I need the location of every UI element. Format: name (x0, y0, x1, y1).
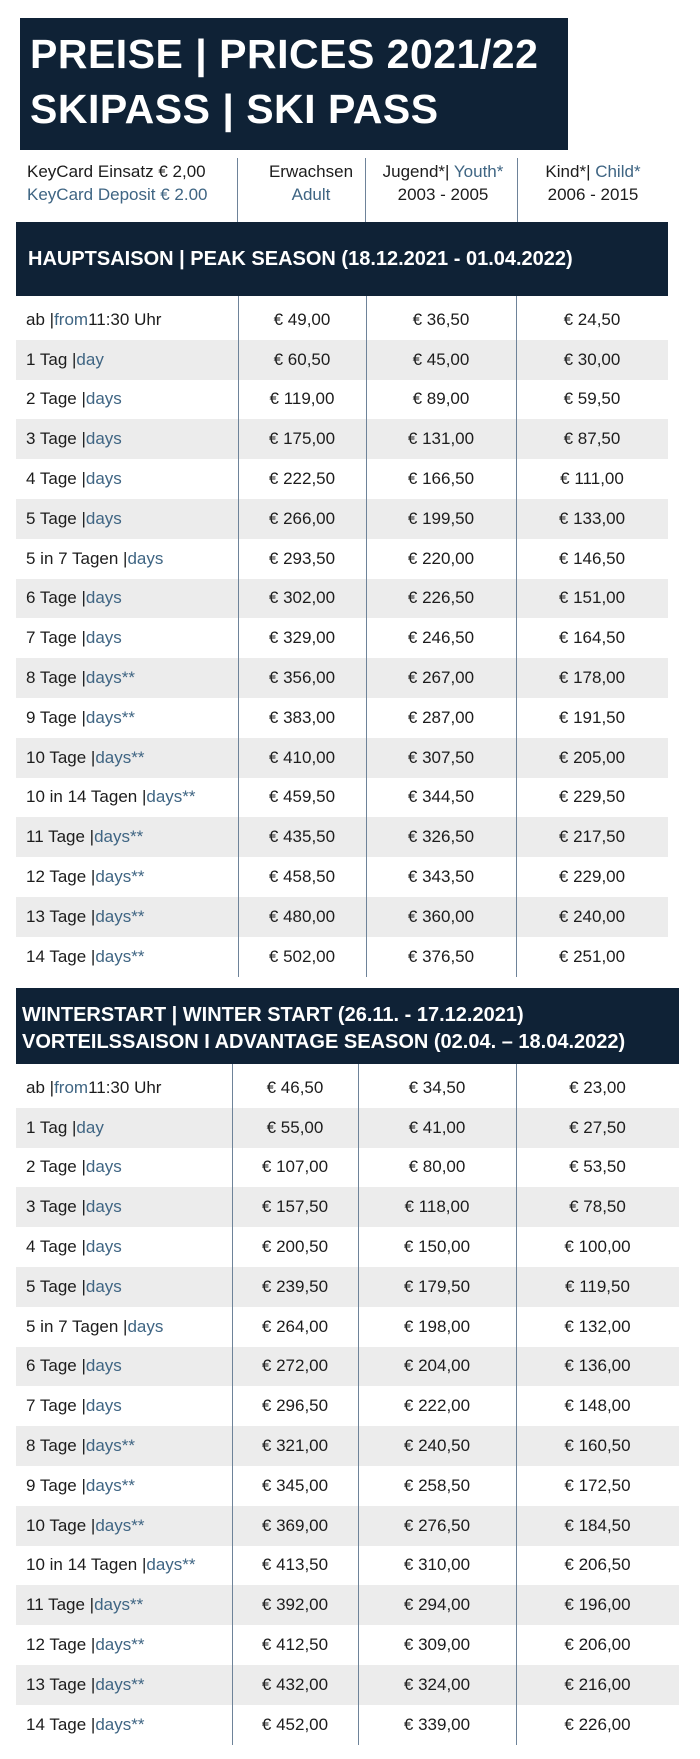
child-price: € 206,50 (564, 1555, 631, 1575)
youth-price: € 34,50 (408, 1077, 466, 1097)
keycard-header (27, 160, 208, 222)
duration-en: from (54, 1077, 89, 1097)
adult-price: € 502,00 (268, 946, 336, 966)
adult-price: € 383,00 (268, 707, 336, 727)
duration-label (26, 817, 143, 857)
table-row (16, 738, 668, 778)
adult-price: € 157,50 (261, 1197, 329, 1217)
duration-de: ab | (26, 1077, 55, 1097)
youth-label-de: Jugend* (382, 162, 446, 181)
table-row (16, 1187, 679, 1227)
adult-price: € 413,50 (261, 1555, 329, 1575)
adult-price: € 329,00 (268, 628, 336, 648)
adult-price: € 200,50 (261, 1237, 329, 1257)
table-row (16, 499, 668, 539)
adult-price: € 392,00 (261, 1595, 329, 1615)
duration-de: 7 Tage | (26, 1396, 86, 1416)
youth-price: € 166,50 (407, 469, 475, 489)
youth-price: € 199,50 (407, 508, 475, 528)
youth-price: € 198,00 (403, 1316, 471, 1336)
duration-label (26, 698, 135, 738)
youth-price: € 179,50 (403, 1276, 471, 1296)
duration-en: days** (85, 1475, 136, 1495)
child-price: € 178,00 (558, 668, 626, 688)
youth-price: € 326,50 (407, 827, 475, 847)
duration-en: days** (95, 1714, 145, 1734)
duration-de: 3 Tage | (26, 429, 86, 449)
table-row (16, 618, 668, 658)
duration-de: 12 Tage | (26, 867, 96, 887)
adult-price: € 272,00 (261, 1356, 329, 1376)
duration-en: days** (85, 668, 136, 688)
table-row (16, 1665, 679, 1705)
duration-de: 12 Tage | (26, 1635, 96, 1655)
duration-en: days (85, 389, 122, 409)
child-price: € 164,50 (558, 628, 626, 648)
duration-en: days (85, 1197, 122, 1217)
table-row (16, 1466, 679, 1506)
duration-de: 9 Tage | (26, 1475, 86, 1495)
duration-en: days** (146, 787, 196, 807)
duration-label (26, 1227, 122, 1267)
child-label-de: Kind* (545, 162, 587, 181)
duration-en: days** (95, 946, 145, 966)
advantage-season-title: VORTEILSSAISON I ADVANTAGE SEASON (02.04. – 18.04.2022) (22, 1031, 626, 1053)
duration-de: 8 Tage | (26, 1436, 86, 1456)
header-divider (237, 158, 238, 222)
duration-label (26, 1585, 143, 1625)
duration-en: days (85, 469, 122, 489)
youth-price: € 118,00 (404, 1197, 470, 1217)
duration-de: 5 Tage | (26, 1276, 86, 1296)
duration-label (26, 459, 122, 499)
child-separator: | (586, 162, 596, 181)
duration-label (26, 1108, 104, 1148)
duration-de: 8 Tage | (26, 668, 86, 688)
duration-en: days** (95, 906, 145, 926)
adult-price: € 412,50 (261, 1635, 329, 1655)
adult-price: € 119,00 (269, 389, 335, 409)
table-row (16, 539, 668, 579)
winter-start-title: WINTERSTART | WINTER START (26.11. - 17.12.2021) (22, 1004, 524, 1026)
child-price: € 217,50 (558, 827, 626, 847)
duration-en: days (85, 1276, 122, 1296)
youth-price: € 222,00 (403, 1396, 471, 1416)
youth-price: € 310,00 (403, 1555, 471, 1575)
youth-price: € 267,00 (407, 668, 475, 688)
page-title-line-2: SKIPASS | SKI PASS (30, 86, 439, 132)
adult-price: € 264,00 (261, 1316, 329, 1336)
child-price: € 240,00 (558, 906, 626, 926)
youth-price: € 324,00 (403, 1674, 471, 1694)
duration-en: days (85, 1356, 122, 1376)
duration-de: 5 Tage | (26, 508, 86, 528)
table-row (16, 897, 668, 937)
child-price: € 23,00 (569, 1077, 626, 1097)
child-price: € 205,00 (558, 747, 626, 767)
adult-price: € 458,50 (268, 867, 336, 887)
adult-label-en: Adult (291, 185, 331, 204)
table-row (16, 1546, 679, 1586)
youth-price: € 131,00 (407, 429, 475, 449)
adult-price: € 369,00 (261, 1515, 329, 1535)
youth-price: € 240,50 (403, 1436, 471, 1456)
peak-season-title: HAUPTSAISON | PEAK SEASON (18.12.2021 - 01.04.2022) (28, 248, 573, 270)
youth-price: € 204,00 (403, 1356, 471, 1376)
table-row (16, 1307, 679, 1347)
adult-price: € 410,00 (268, 747, 336, 767)
duration-en: day (76, 349, 104, 369)
duration-de: 13 Tage | (26, 906, 96, 926)
table-row (16, 1108, 679, 1148)
header-divider (365, 158, 366, 222)
child-price: € 27,50 (569, 1117, 626, 1137)
duration-de: 1 Tag | (26, 349, 77, 369)
youth-price: € 344,50 (407, 787, 475, 807)
duration-de: 10 in 14 Tagen | (26, 787, 147, 807)
duration-de: 6 Tage | (26, 588, 86, 608)
child-label-en: Child* (595, 162, 641, 181)
adult-label-de: Erwachsen (268, 162, 354, 181)
duration-en: days** (94, 1595, 144, 1615)
child-price: € 78,50 (569, 1197, 626, 1217)
duration-de: 11 Tage | (26, 827, 95, 847)
duration-en: days (85, 1396, 122, 1416)
duration-de: 2 Tage | (26, 389, 86, 409)
duration-en: days (127, 548, 164, 568)
adult-price: € 60,50 (273, 349, 331, 369)
child-price: € 30,00 (563, 349, 621, 369)
adult-price: € 55,00 (266, 1117, 324, 1137)
duration-en: days (85, 588, 122, 608)
duration-en: days (85, 1237, 122, 1257)
adult-price: € 452,00 (261, 1714, 329, 1734)
table-row (16, 937, 668, 977)
child-years: 2006 - 2015 (547, 185, 639, 204)
child-price: € 206,00 (564, 1635, 631, 1655)
duration-de: 9 Tage | (26, 707, 86, 727)
duration-de: 14 Tage | (26, 1714, 96, 1734)
duration-label (26, 380, 122, 420)
table-row (16, 1625, 679, 1665)
duration-en: days** (95, 867, 145, 887)
child-price: € 146,50 (558, 548, 626, 568)
youth-price: € 376,50 (407, 946, 475, 966)
youth-price: € 309,00 (403, 1635, 471, 1655)
duration-de: 3 Tage | (26, 1197, 86, 1217)
duration-label (26, 1665, 144, 1705)
title-box (20, 18, 568, 150)
duration-label (26, 300, 161, 340)
duration-label (26, 1705, 144, 1745)
adult-price: € 435,50 (268, 827, 336, 847)
duration-label (26, 499, 122, 539)
column-divider (516, 1064, 517, 1745)
child-price: € 53,50 (569, 1157, 626, 1177)
table-row (16, 340, 668, 380)
duration-label (26, 1148, 122, 1188)
child-price: € 111,00 (560, 469, 624, 489)
table-row (16, 1506, 679, 1546)
adult-price: € 266,00 (268, 508, 336, 528)
duration-de: 11 Tage | (26, 1595, 95, 1615)
column-divider (516, 296, 517, 977)
adult-price: € 345,00 (261, 1475, 329, 1495)
child-price: € 251,00 (558, 946, 626, 966)
duration-en: days** (95, 1635, 145, 1655)
duration-de: 14 Tage | (26, 946, 96, 966)
adult-price: € 480,00 (268, 906, 336, 926)
peak-season-bar (16, 222, 668, 296)
duration-en: days (85, 508, 122, 528)
table-row (16, 817, 668, 857)
duration-label (26, 579, 122, 619)
youth-price: € 150,00 (403, 1237, 471, 1257)
child-price: € 191,50 (558, 707, 626, 727)
child-column-header (518, 160, 668, 222)
table-row (16, 857, 668, 897)
table-row (16, 1227, 679, 1267)
adult-price: € 107,00 (261, 1157, 329, 1177)
duration-label (26, 1426, 135, 1466)
child-price: € 226,00 (564, 1714, 631, 1734)
duration-en: day (76, 1117, 104, 1137)
duration-de: 10 in 14 Tagen | (26, 1555, 147, 1575)
page-title-line-1: PREISE | PRICES 2021/22 (30, 31, 539, 77)
peak-season-table (16, 300, 668, 977)
duration-label (26, 738, 144, 778)
youth-price: € 360,00 (407, 906, 475, 926)
duration-label (26, 1347, 122, 1387)
table-row (16, 380, 668, 420)
table-row (16, 300, 668, 340)
table-row (16, 1585, 679, 1625)
duration-label (26, 857, 144, 897)
youth-price: € 80,00 (408, 1157, 466, 1177)
duration-de: 1 Tag | (26, 1117, 77, 1137)
youth-years: 2003 - 2005 (397, 185, 489, 204)
child-price: € 133,00 (558, 508, 626, 528)
duration-de: 4 Tage | (26, 469, 86, 489)
child-price: € 172,50 (564, 1475, 631, 1495)
youth-price: € 89,00 (412, 389, 470, 409)
youth-price: € 246,50 (407, 628, 475, 648)
duration-de: 6 Tage | (26, 1356, 86, 1376)
youth-label-en: Youth* (453, 162, 504, 181)
duration-de: 7 Tage | (26, 628, 86, 648)
child-price: € 119,50 (565, 1276, 630, 1296)
duration-label (26, 1466, 135, 1506)
youth-price: € 36,50 (412, 309, 470, 329)
adult-price: € 321,00 (261, 1436, 329, 1456)
youth-price: € 343,50 (407, 867, 475, 887)
duration-label (26, 340, 104, 380)
duration-de: 5 in 7 Tagen | (26, 1316, 128, 1336)
duration-de: 2 Tage | (26, 1157, 86, 1177)
youth-price: € 220,00 (407, 548, 475, 568)
table-row (16, 778, 668, 818)
youth-separator: | (445, 162, 454, 181)
adult-price: € 356,00 (268, 668, 336, 688)
winter-start-bar (16, 988, 679, 1064)
table-row (16, 1148, 679, 1188)
duration-en: days (85, 628, 122, 648)
table-row (16, 658, 668, 698)
child-price: € 216,00 (564, 1674, 631, 1694)
keycard-deposit-en: KeyCard Deposit € 2.00 (27, 185, 208, 204)
adult-price: € 46,50 (266, 1077, 324, 1097)
duration-en: days** (94, 827, 144, 847)
duration-en: days** (85, 1436, 136, 1456)
table-row (16, 698, 668, 738)
table-row (16, 1267, 679, 1307)
youth-price: € 226,50 (407, 588, 475, 608)
table-row (16, 1068, 679, 1108)
adult-price: € 296,50 (261, 1396, 329, 1416)
header-divider (517, 158, 518, 222)
keycard-deposit-de: KeyCard Einsatz € 2,00 (27, 162, 206, 181)
youth-price: € 339,00 (403, 1714, 471, 1734)
winter-advantage-table (16, 1068, 679, 1745)
duration-label (26, 1068, 161, 1108)
duration-label (26, 1506, 144, 1546)
table-row (16, 459, 668, 499)
column-divider (366, 296, 367, 977)
table-row (16, 1705, 679, 1745)
table-row (16, 579, 668, 619)
duration-en: days** (146, 1555, 196, 1575)
youth-price: € 45,00 (412, 349, 470, 369)
duration-label (26, 419, 122, 459)
adult-price: € 239,50 (261, 1276, 329, 1296)
duration-en: days (85, 429, 122, 449)
duration-label (26, 1546, 196, 1586)
adult-column-header (256, 160, 366, 222)
duration-label (26, 778, 196, 818)
youth-price: € 307,50 (407, 747, 475, 767)
child-price: € 136,00 (564, 1356, 631, 1376)
adult-price: € 293,50 (268, 548, 336, 568)
duration-en: days** (95, 1674, 145, 1694)
child-price: € 229,50 (558, 787, 626, 807)
adult-price: € 175,00 (268, 429, 336, 449)
duration-label (26, 1307, 163, 1347)
adult-price: € 459,50 (268, 787, 336, 807)
child-price: € 59,50 (563, 389, 621, 409)
youth-price: € 287,00 (407, 707, 475, 727)
child-price: € 87,50 (563, 429, 621, 449)
adult-price: € 432,00 (261, 1674, 329, 1694)
child-price: € 148,00 (564, 1396, 631, 1416)
adult-price: € 222,50 (268, 469, 336, 489)
duration-de: ab | (26, 309, 55, 329)
youth-price: € 258,50 (403, 1475, 471, 1495)
duration-de-suffix: 11:30 Uhr (88, 309, 162, 329)
duration-label (26, 539, 163, 579)
duration-label (26, 1625, 144, 1665)
duration-en: days** (95, 747, 145, 767)
duration-label (26, 658, 135, 698)
youth-price: € 276,50 (403, 1515, 471, 1535)
youth-column-header (368, 160, 518, 222)
duration-en: days (85, 1157, 122, 1177)
child-price: € 196,00 (564, 1595, 631, 1615)
child-price: € 24,50 (563, 309, 621, 329)
duration-label (26, 937, 144, 977)
youth-price: € 294,00 (403, 1595, 471, 1615)
duration-en: from (54, 309, 89, 329)
duration-en: days** (95, 1515, 145, 1535)
table-row (16, 419, 668, 459)
duration-label (26, 1187, 122, 1227)
duration-label (26, 897, 144, 937)
child-price: € 229,00 (558, 867, 626, 887)
duration-de: 10 Tage | (26, 747, 96, 767)
child-price: € 184,50 (564, 1515, 631, 1535)
column-divider (232, 1064, 233, 1745)
duration-en: days** (85, 707, 136, 727)
child-price: € 151,00 (558, 588, 626, 608)
duration-de: 13 Tage | (26, 1674, 96, 1694)
duration-label (26, 1267, 122, 1307)
child-price: € 100,00 (564, 1237, 631, 1257)
column-divider (358, 1064, 359, 1745)
duration-label (26, 618, 122, 658)
table-row (16, 1426, 679, 1466)
duration-label (26, 1386, 122, 1426)
duration-en: days (127, 1316, 164, 1336)
adult-price: € 49,00 (273, 309, 331, 329)
table-row (16, 1347, 679, 1387)
duration-de-suffix: 11:30 Uhr (88, 1077, 162, 1097)
child-price: € 132,00 (564, 1316, 631, 1336)
duration-de: 5 in 7 Tagen | (26, 548, 128, 568)
duration-de: 10 Tage | (26, 1515, 96, 1535)
adult-price: € 302,00 (268, 588, 336, 608)
youth-price: € 41,00 (408, 1117, 466, 1137)
table-row (16, 1386, 679, 1426)
column-divider (238, 296, 239, 977)
child-price: € 160,50 (564, 1436, 631, 1456)
duration-de: 4 Tage | (26, 1237, 86, 1257)
